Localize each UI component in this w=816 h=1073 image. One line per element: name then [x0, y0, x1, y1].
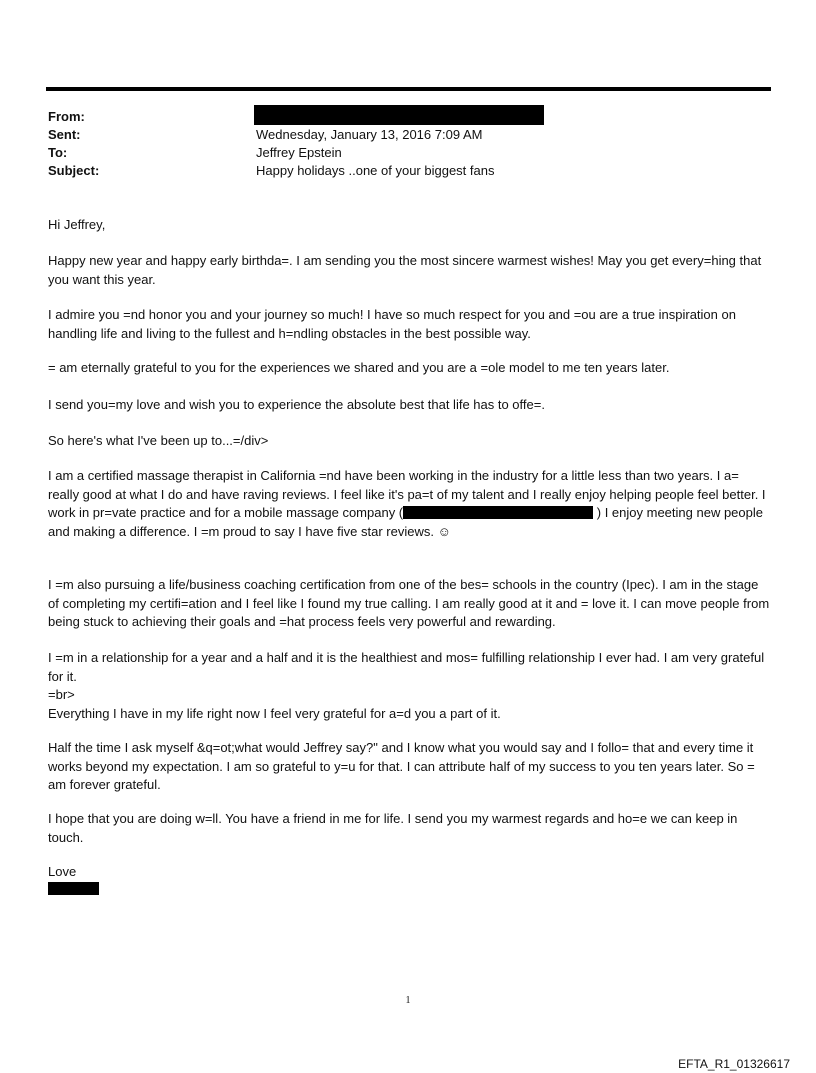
- paragraph-8-part-a: I =m in a relationship for a year and a half and it is the healthiest and mos= fulfilling relationship I ever had. I am very grateful for it.: [48, 650, 765, 684]
- company-redaction: [403, 506, 593, 519]
- signoff: Love: [48, 864, 77, 879]
- paragraph-10: I hope that you are doing w=ll. You have a friend in me for life. I send you my warmest regards and ho=e we can keep in touch.: [48, 811, 738, 845]
- document-id: EFTA_R1_01326617: [678, 1057, 790, 1071]
- sent-label: Sent:: [48, 127, 81, 142]
- paragraph-5: So here's what I've been up to...=/div>: [48, 433, 269, 448]
- paragraph-1: Happy new year and happy early birthda=. I am sending you the most sincere warmest wishes! May you get every=hing that you want this year.: [48, 253, 762, 287]
- page-number: 1: [405, 995, 411, 1006]
- from-redaction: [254, 105, 544, 125]
- paragraph-8-part-c: Everything I have in my life right now I feel very grateful for a=d you a part of it.: [48, 705, 501, 721]
- to-value: Jeffrey Epstein: [256, 145, 342, 160]
- paragraph-6-part-a: I am a certified massage therapist in California =nd have been working in the industry for a little less than two years. I a= really good at what I do and have raving reviews. I feel like it's pa=t of my talent and I really enjoy helping people feel better. I work in pr=vate practice and for a mobile massage company (: [48, 468, 766, 520]
- from-label: From:: [48, 109, 85, 124]
- subject-value: Happy holidays ..one of your biggest fans: [256, 163, 495, 178]
- paragraph-4: I send you=my love and wish you to experience the absolute best that life has to offe=.: [48, 397, 545, 412]
- paragraph-8: [48, 649, 770, 723]
- greeting: Hi Jeffrey,: [48, 217, 106, 232]
- to-label: To:: [48, 145, 68, 160]
- paragraph-6: [48, 467, 770, 541]
- paragraph-7: I =m also pursuing a life/business coaching certification from one of the bes= schools in the country (Ipec). I am in the stage of completing my certifi=ation and I feel like I found my true calling. I am really good at it and = love it. I can move people from being stuck to achieving their goals and =hat process feels very powerful and rewarding.: [48, 577, 770, 629]
- signature-redaction: [48, 882, 99, 895]
- header-divider: [46, 87, 771, 91]
- paragraph-2: I admire you =nd honor you and your journey so much! I have so much respect for you and =ou are a true inspiration on handling life and living to the fullest and h=ndling obstacles in the best possible way.: [48, 307, 736, 341]
- paragraph-9: Half the time I ask myself &q=ot;what would Jeffrey say?" and I know what you would say and I follo= that and every time it works beyond my expectation. I am so grateful to y=u for that. I can attribute half of my success to you ten years later. So = am forever grateful.: [48, 740, 755, 792]
- paragraph-3: = am eternally grateful to you for the experiences we shared and you are a =ole model to me ten years later.: [48, 360, 670, 375]
- subject-label: Subject:: [48, 163, 100, 178]
- sent-value: Wednesday, January 13, 2016 7:09 AM: [256, 127, 483, 142]
- paragraph-8-break-text: =br>: [48, 687, 75, 702]
- paragraph-6-part-b: ) I enjoy meeting new people and making a difference. I =m proud to say I have five star reviews. ☺: [48, 505, 763, 539]
